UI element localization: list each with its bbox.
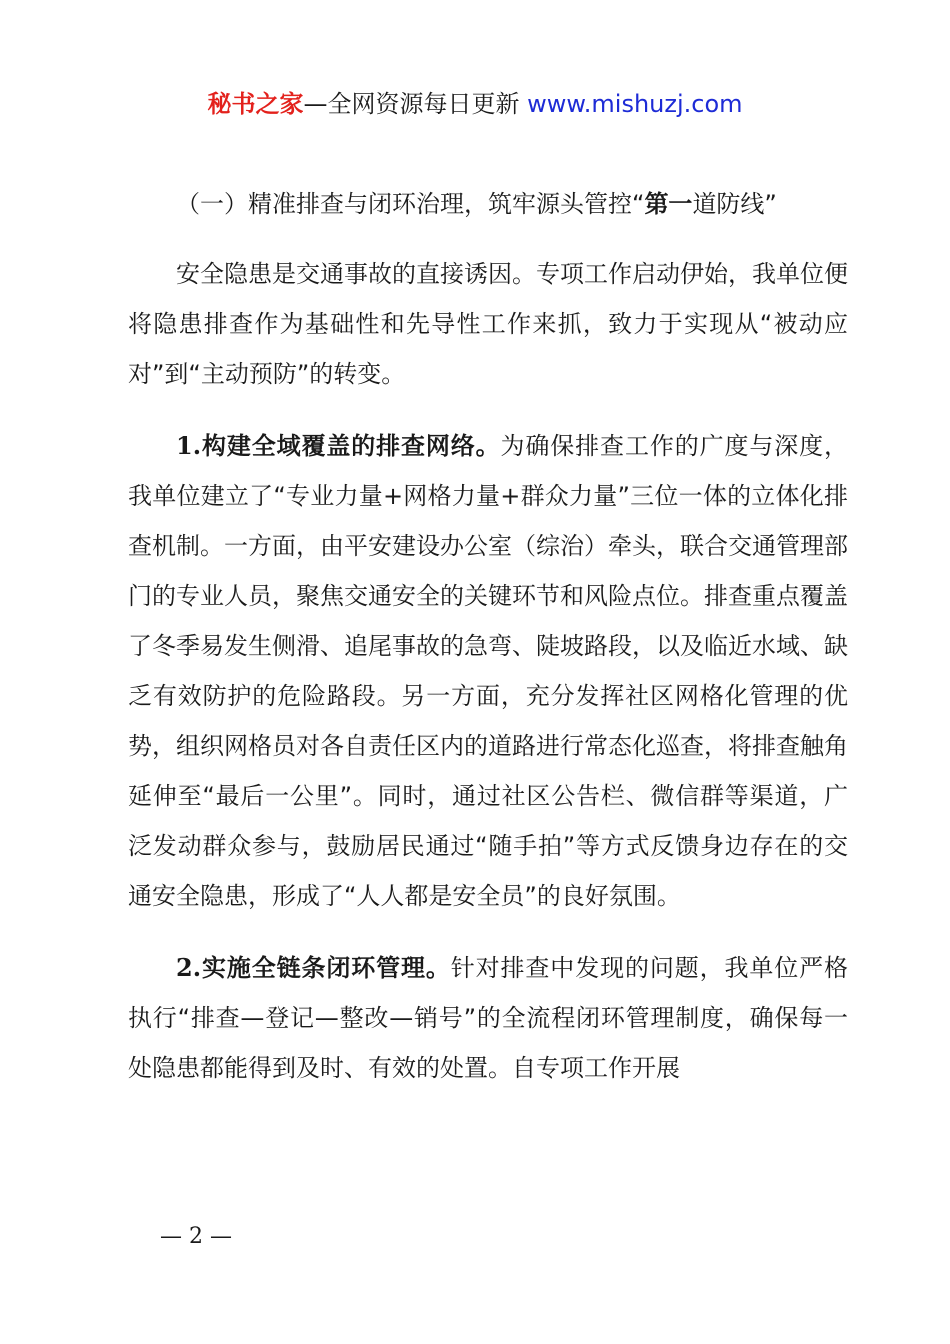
paragraph-1 xyxy=(128,421,848,921)
document-body xyxy=(128,181,848,1093)
paragraph-2 xyxy=(128,943,848,1093)
paragraph-1-body: 为确保排查工作的广度与深度，我单位建立了“专业力量+网格力量+群众力量”三位一体的立体化排查机制。一方面，由平安建设办公室（综治）牵头，联合交通管理部门的专业人员，聚焦交通安全的关键环节和风险点位。排查重点覆盖了冬季易发生侧滑、追尾事故的急弯、陡坡路段，以及临近水域、缺乏有效防护的危险路段。另一方面，充分发挥社区网格化管理的优势，组织网格员对各自责任区内的道路进行常态化巡查，将排查触角延伸至“最后一公里”。同时，通过社区公告栏、微信群等渠道，广泛发动群众参与，鼓励居民通过“随手拍”等方式反馈身边存在的交通安全隐患，形成了“人人都是安全员”的良好氛围。 xyxy=(128,432,848,910)
brand-name: 秘书之家 xyxy=(207,90,304,118)
header-tagline: —全网资源每日更新 xyxy=(303,90,528,118)
paragraph-1-number: 1. xyxy=(176,431,202,460)
section-title xyxy=(128,181,848,227)
paragraph-1-heading: 构建全域覆盖的排查网络。 xyxy=(201,432,501,460)
section-title-suffix: 道防线” xyxy=(692,190,777,218)
intro-paragraph: 安全隐患是交通事故的直接诱因。专项工作启动伊始，我单位便将隐患排查作为基础性和先导性工作来抓，致力于实现从“被动应对”到“主动预防”的转变。 xyxy=(128,260,848,388)
section-title-bold: 第一 xyxy=(644,190,693,218)
paragraph-2-body: 针对排查中发现的问题，我单位严格执行“排查—登记—整改—销号”的全流程闭环管理制度，确保每一处隐患都能得到及时、有效的处置。自专项工作开展 xyxy=(128,954,849,1082)
paragraph-2-heading: 实施全链条闭环管理。 xyxy=(201,954,451,982)
site-header xyxy=(0,86,950,122)
paragraph-2-number: 2. xyxy=(176,953,202,982)
page-number: — 2 — xyxy=(160,1224,232,1249)
section-title-prefix: （一）精准排查与闭环治理，筑牢源头管控“ xyxy=(176,190,645,218)
header-url[interactable]: www.mishuzj.com xyxy=(527,90,743,118)
